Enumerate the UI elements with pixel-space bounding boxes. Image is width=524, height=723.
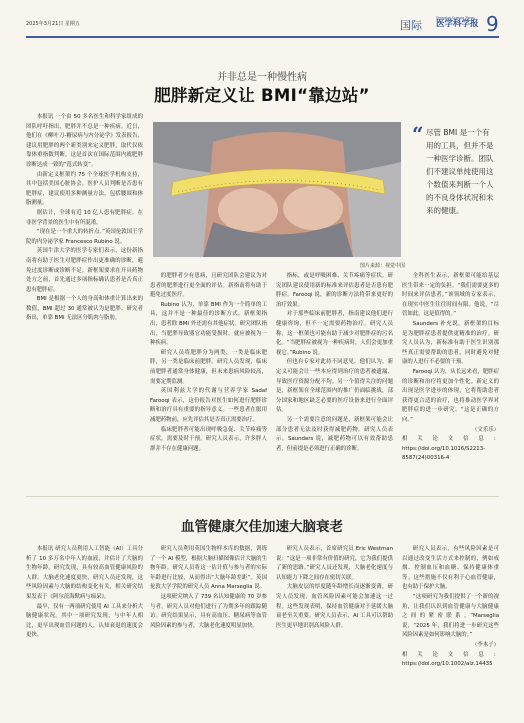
- paragraph: 本报讯 一个由 50 多名医生和科学家组成的团队呼吁指出，肥胖并不总是一种疾病。近日，他们在《柳叶刀-糖尿病与内分泌学》发表报告，建议用肥胖的两个新类别来定义肥胖，取代仅依靠体重指数判断。这是首次在国际范围内就肥胖诊断达成一致的“范式转变”。: [26, 114, 143, 168]
- paragraph: 临床肥胖者可能出现呼吸急促、关节疼痛等症状，需要及时干预。研究人员表示，许多胖人群并不存在健康问题。: [150, 426, 267, 452]
- pull-quote-text: 尽管 BMI 是一个有用的工具，但并不是一种医学诊断。团队们不建议单纯使用这个数值来判断一个人的不良身体状况和未来的健康。: [426, 128, 494, 215]
- paragraph: 这项研究纳入了 739 名认知健康的 70 岁参与者。研究人员对他们进行了为期多年的跟踪随访。研究结果显示，具有高血压、糖尿病等血管风险因素的参与者，大脑老化速度明显加快。: [150, 593, 267, 629]
- paragraph: Farooqi 认为，从长远来看，肥胖症的诊断和治疗将更加个性化。新定义的出现是医学进步的体现，它将帮助患者获得更合适的治疗，也将推动医学界对肥胖症的进一步研究。“这是正确的方向。”: [402, 368, 499, 423]
- paragraph: 另一个需要注意的问题是，新框架可能会让部分患者无法及时获得减肥药物。研究人员表示，Saunders 说，减肥药物可以有效帮助患者，但前提是必须进行正确的诊断。: [276, 416, 393, 452]
- paragraph: 但也有专家对此持不同意见。他们认为，新定义可能会让一些本应得到治疗的患者被遗漏，导致医疗资源分配不均。另一个值得关注的问题是，新框架在全球范围内的推广仍面临挑战，部分国家和地区缺乏必要的医疗设备来进行全面评估。: [276, 359, 393, 414]
- paper-source: 相关论文信息：https://doi.org/10.1016/S2213-8587(24)00316-4: [402, 436, 499, 462]
- paragraph: “现在是一个重大的转折点。”英国伦敦国王学院的内分泌学家 Francesco Rubino 说。: [26, 229, 143, 245]
- paragraph: 大脑皮层的厚度随年龄增长而逐渐变薄，研究人员发现，血管风险因素可能会加速这一过程。这些发现表明，保持血管健康对于延缓大脑衰老至关重要。研究人员表示，AI 工具可以帮助医生更早地识别高风险人群。: [276, 584, 393, 629]
- paragraph: 研究人员表示，首席研究员 Eric Westman 说：“这是一项非常有价值的研究，它为我们提供了新的思路。”研究人员还发现，大脑老化速度与认知能力下降之间存在密切关联。: [276, 546, 393, 581]
- paper-source: 相关论文信息：https://doi.org/10.1002/alz.14435: [402, 651, 499, 668]
- paragraph: BMI 是根据一个人的身高和体重计算出来的数值。BMI 超过 30 通常被认为是肥胖。研究者指出，单靠 BMI 无法区分肌肉与脂肪。: [26, 296, 143, 322]
- paragraph: “这项研究为我们提供了一个新的视角，让我们认识到血管健康与大脑健康之间的紧密联系。”Marseglia 说，“2025 年，我们将进一步研究这些风险因素是如何影响大脑的。”: [402, 593, 499, 639]
- section-label: 国际: [400, 19, 422, 32]
- article1-column-2: [150, 272, 267, 488]
- article1-headline: 肥胖新定义让 BMI“靠边站”: [154, 86, 370, 105]
- article1-column-3: [276, 272, 393, 488]
- author-signature: （文乐乐）: [472, 426, 499, 433]
- masthead: [436, 16, 482, 29]
- tape-measure-waist-photo: [153, 122, 401, 257]
- article1-kicker: 并非总是一种慢性病: [217, 72, 307, 83]
- article1-column-1: [26, 113, 143, 488]
- masthead-english: Shanghai Science Times: [436, 16, 475, 20]
- article1-column-4: [402, 272, 499, 488]
- article2-column-3: [276, 545, 393, 715]
- article2-column-2: [150, 545, 267, 715]
- article2-column-1: [26, 545, 143, 715]
- article-photo: [153, 122, 401, 257]
- paragraph: 据估计，全球有近 10 亿人患有肥胖症。在非医学背景的医生中有所混淆。: [26, 209, 143, 226]
- paragraph: 对于那些临床前肥胖者，指南建议他们进行健康咨询，但不一定需要药物治疗。研究人员称，这一框架也可能有助于减少对肥胖症的污名化。“当肥胖症被视为一种疾病时，人们会更加重视它。”Rubino 说。: [276, 311, 393, 356]
- photo-caption: 图片来源：视觉中国: [360, 263, 406, 269]
- paragraph: 研究人员将肥胖分为两类，一类是临床肥胖，另一类是临床前肥胖。研究人员发现，临床前肥胖者通常身体健康，但未来患病风险较高，需要定期监测。: [150, 349, 267, 385]
- paragraph: 英国利兹大学的代谢与营养学家 Sadaf Farooqi 表示，这份报告对医生如何进行肥胖诊断和治疗具有重要的指导意义。一些患者在服用减肥药物前，应先评估其是否真正需要治疗。: [150, 388, 267, 423]
- paragraph: Saunders 补充说，新框架的目标是为肥胖症患者提供更精准的治疗。研究人员认为，新标准有助于医生识别那些真正需要帮助的患者，同时避免对健康的人进行不必要的干预。: [402, 320, 499, 366]
- paragraph: 全科医生表示，新框架可能给基层医生带来一定的负担。“我们需要更多的时间来评估患者。”该领域的专家表示，在现实中医生往往时间有限。他说，“尽管如此，这是值得的。”: [402, 273, 499, 318]
- paragraph: 英国牛津大学的医学专家们表示，这份新指南将有助于医生对肥胖症作出更准确的诊断，避免过度诊断或诊断不足。新框架要求在开具药物处方之前，首先通过多项指标确认患者是否真正患有肥胖症。: [26, 248, 143, 293]
- paragraph: 本报讯 研究人员利用人工智能（AI）工具分析了 10 多万名中年人的血液，并估计了大脑的生物年龄。研究发现，具有较高血管健康风险的人群，大脑老化速度更快，研究人员还发现，这些风险因素与大脑的结构变化有关，相关研究结果发表于《阿尔茨海默病与痴呆》。: [26, 546, 143, 600]
- paragraph: 研究人员利用英国生物样本库的数据，训练了一个 AI 模型，根据大脑扫描图像估计大脑的生物年龄。研究人员将这一估计值与参与者的实际年龄进行比较，从而得出“大脑年龄差距”。英国伦敦大学学院的研究人员 Anna Marseglia 说。: [150, 546, 267, 591]
- masthead-chinese: 医学科学报: [436, 19, 479, 29]
- page-header: [0, 0, 524, 40]
- header-rule: [26, 36, 499, 38]
- article2-column-4: [402, 545, 499, 715]
- issue-date: 2025年3月21日 星期五: [26, 21, 80, 27]
- paragraph: 指标，或是呼吸困难、关节疼痛等症状。研究团队建议使用新的标准来评估患者是否患有肥胖症。Farooqi 说，新的诊断方法将带来更好的治疗效果。: [276, 273, 393, 308]
- page-number: 9: [486, 12, 499, 36]
- quote-mark-icon: “: [412, 122, 424, 146]
- paragraph: 研究人员表示，有些风险因素是可以通过改变生活方式来控制的，例如戒烟、控制血压和血糖、保持健康体重等。这些措施不仅有利于心血管健康，也有助于保护大脑。: [402, 546, 499, 591]
- article2-headline: 血管健康欠佳加速大脑衰老: [181, 519, 343, 535]
- paragraph: Rubino 认为，单靠 BMI 作为一个简单的工具，这并不是一种最佳的诊断方式。新框架指出，患者除 BMI 外还需有其他症状。研究团队指出，当肥胖导致器官功能受损时，就应被视为一种疾病。: [150, 301, 267, 347]
- article-separator: [26, 496, 499, 497]
- paragraph: 由新定义框架约 75 个全球医学机构支持，其中包括美国心脏协会。医护人员判断是否患有肥胖症，建议使用多种测量方法，包括腰围和体脂测量。: [26, 171, 143, 207]
- author-signature: （李木子）: [472, 641, 499, 648]
- paragraph: 最早，仅有一两项研究使用 AI 工具来分析大脑健康状况。其中一项研究发现，与中年人相比，更早出现血管问题的人，认知衰退的速度会更快。: [26, 603, 143, 639]
- paragraph: 的肥胖者少有患病，且研究团队会建议为对患者的肥胖进行更全面的评估。新指南将有助于避免过度医疗。: [150, 273, 267, 299]
